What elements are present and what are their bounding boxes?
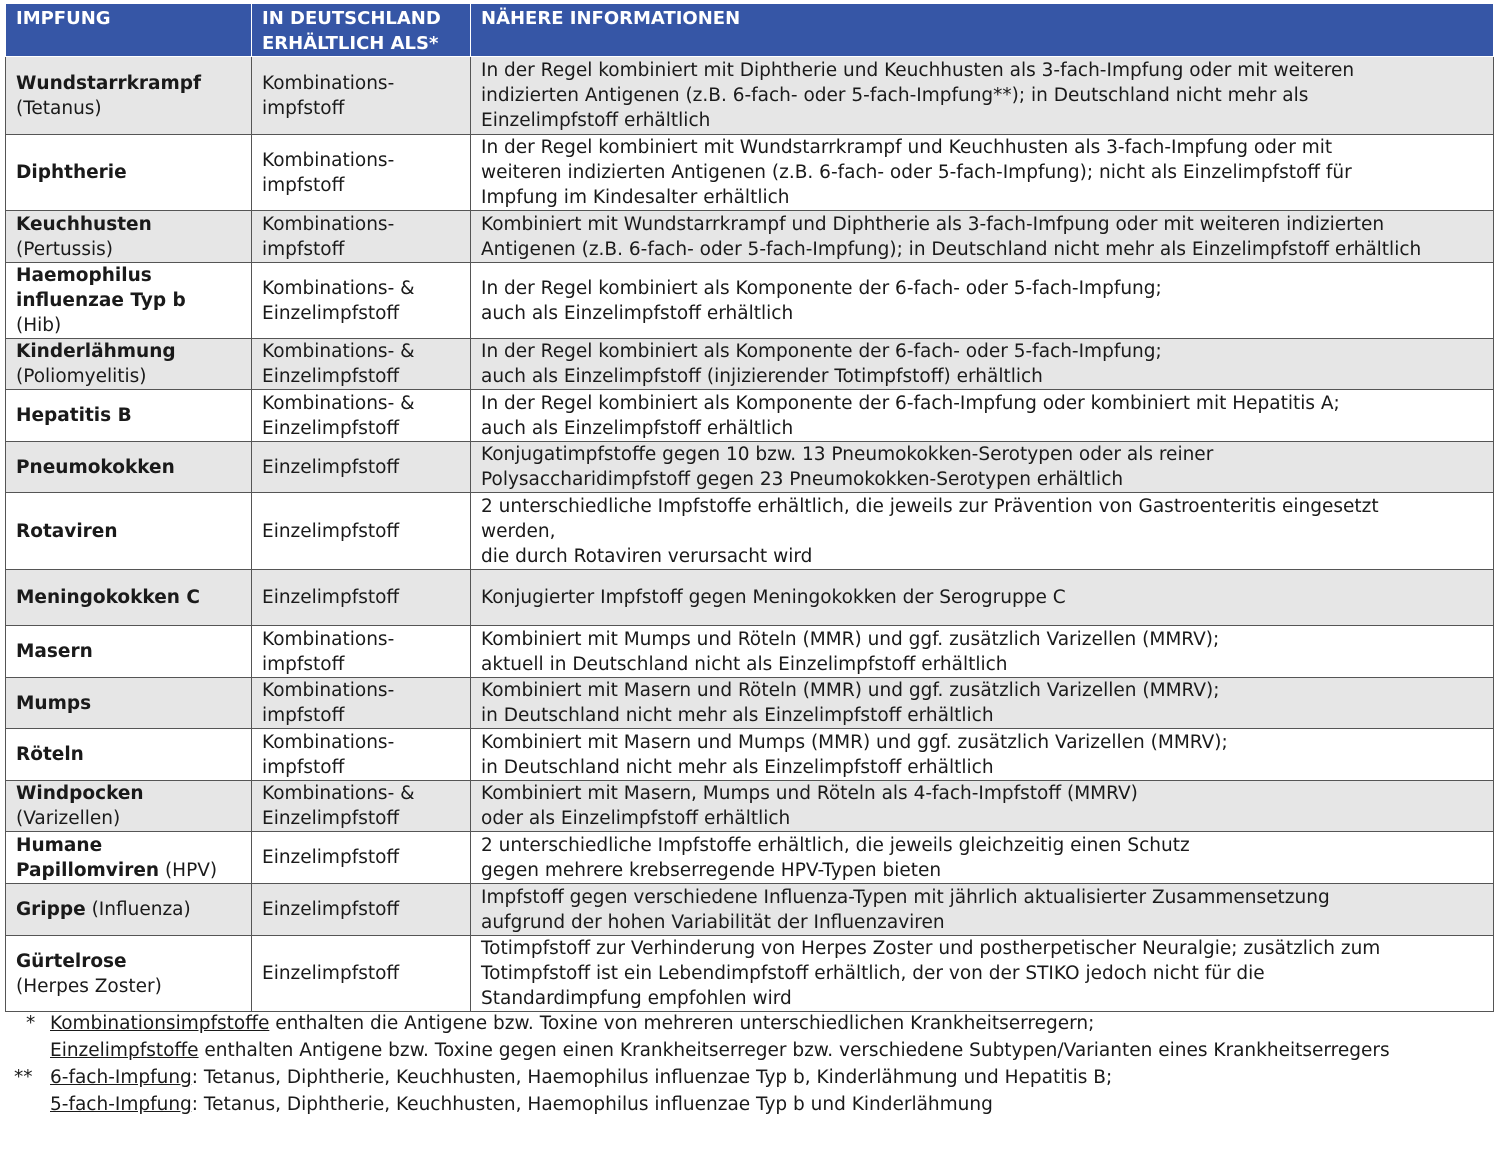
table-row <box>6 135 1494 211</box>
availability-cell <box>252 570 471 626</box>
availability-cell <box>252 135 471 211</box>
vaccine-name: Grippe <box>16 899 86 920</box>
table-header-row <box>6 4 1494 57</box>
table-row <box>6 832 1494 884</box>
availability-text: Kombinations- <box>262 680 395 701</box>
vaccination-table <box>5 3 1494 1012</box>
vaccine-scientific-name: (HPV) <box>164 859 218 881</box>
availability-text: Kombinations- & <box>262 392 415 414</box>
info-cell <box>471 493 1494 570</box>
info-cell <box>471 626 1494 678</box>
availability-text: Kombinations- & <box>262 783 415 804</box>
availability-cell <box>252 390 471 442</box>
availability-cell <box>252 211 471 263</box>
info-text: weiteren indizierten Antigenen (z.B. 6-fach- oder 5-fach-Impfung); nicht als Einzelimpfstoff für <box>481 162 1352 183</box>
availability-text: Einzelimpfstoff <box>262 520 400 542</box>
availability-text: impfstoff <box>262 238 345 260</box>
vaccine-name-cell <box>6 781 252 832</box>
table-row <box>6 570 1494 626</box>
info-text: aktuell in Deutschland nicht als Einzelimpfstoff erhältlich <box>481 653 1008 675</box>
availability-text: Einzelimpfstoff <box>262 963 400 984</box>
availability-text: Kombinations- <box>262 149 395 171</box>
vaccine-scientific-name: (Herpes Zoster) <box>16 975 162 997</box>
availability-text: Kombinations- <box>262 731 395 753</box>
info-text: Konjugatimpfstoffe gegen 10 bzw. 13 Pneumokokken-Serotypen oder als reiner <box>481 444 1214 465</box>
footnote-2b: 5-fach-Impfung: Tetanus, Diphtherie, Keuchhusten, Haemophilus influenzae Typ b und Kinderlähmung <box>50 1094 993 1115</box>
info-text: werden, <box>481 520 556 542</box>
availability-cell <box>252 339 471 390</box>
table-row <box>6 729 1494 781</box>
info-text: indizierten Antigenen (z.B. 6-fach- oder 5-fach-Impfung**); in Deutschland nicht mehr als <box>481 85 1309 106</box>
info-text: gegen mehrere krebserregende HPV-Typen bieten <box>481 859 942 881</box>
info-text: Einzelimpfstoff erhältlich <box>481 110 711 131</box>
footnote-2a: ** 6-fach-Impfung: Tetanus, Diphtherie, Keuchhusten, Haemophilus influenzae Typ b, Kinderlähmung und Hepatitis B; <box>14 1067 1113 1088</box>
info-text: Kombiniert mit Masern und Mumps (MMR) und ggf. zusätzlich Varizellen (MMRV); <box>481 731 1228 753</box>
availability-text: Einzelimpfstoff <box>262 302 400 324</box>
availability-cell <box>252 263 471 339</box>
info-cell <box>471 57 1494 135</box>
vaccine-name: Diphtherie <box>16 162 127 183</box>
info-text: oder als Einzelimpfstoff erhältlich <box>481 808 791 829</box>
vaccine-name-cell <box>6 570 252 626</box>
availability-cell <box>252 442 471 493</box>
footnote-1a: * Kombinationsimpfstoffe enthalten die Antigene bzw. Toxine von mehreren unterschiedlichen Krankheitserregern; <box>26 1013 1095 1034</box>
availability-text: Einzelimpfstoff <box>262 899 400 920</box>
vaccine-scientific-name: (Tetanus) <box>16 97 102 119</box>
info-text: Totimpfstoff zur Verhinderung von Herpes Zoster und postherpetischer Neuralgie; zusätzlich zum <box>481 938 1381 959</box>
info-cell <box>471 781 1494 832</box>
table-row <box>6 211 1494 263</box>
header-erhaeltlich: IN DEUTSCHLAND ERHÄLTLICH ALS* <box>252 4 471 57</box>
table-row <box>6 678 1494 729</box>
availability-text: impfstoff <box>262 174 345 196</box>
vaccine-name: Humane Papillomviren <box>16 834 160 881</box>
info-cell <box>471 678 1494 729</box>
info-text: Kombiniert mit Wundstarrkrampf und Diphtherie als 3-fach-Imfpung oder mit weiteren indizierten <box>481 213 1385 235</box>
vaccine-name-cell <box>6 729 252 781</box>
info-text: Kombiniert mit Mumps und Röteln (MMR) und ggf. zusätzlich Varizellen (MMRV); <box>481 628 1220 650</box>
info-text: Polysaccharidimpfstoff gegen 23 Pneumokokken-Serotypen erhältlich <box>481 469 1124 490</box>
vaccine-name-cell <box>6 135 252 211</box>
vaccine-name: Kinderlähmung <box>16 341 176 362</box>
vaccine-name-cell <box>6 626 252 678</box>
info-cell <box>471 832 1494 884</box>
vaccine-name-cell <box>6 493 252 570</box>
availability-text: Kombinations- & <box>262 341 415 362</box>
availability-text: Kombinations- & <box>262 277 415 299</box>
info-text: In der Regel kombiniert als Komponente der 6-fach-Impfung oder kombiniert mit Hepatitis A; <box>481 392 1340 414</box>
vaccine-name-cell <box>6 339 252 390</box>
info-text: in Deutschland nicht mehr als Einzelimpfstoff erhältlich <box>481 705 994 726</box>
table-row <box>6 339 1494 390</box>
info-text: Antigenen (z.B. 6-fach- oder 5-fach-Impfung); in Deutschland nicht mehr als Einzelimpfstoff erhältlich <box>481 238 1422 260</box>
availability-text: Einzelimpfstoff <box>262 808 400 829</box>
vaccine-scientific-name: (Pertussis) <box>16 238 113 260</box>
info-text: In der Regel kombiniert als Komponente der 6-fach- oder 5-fach-Impfung; <box>481 341 1162 362</box>
vaccine-name-cell <box>6 936 252 1012</box>
availability-cell <box>252 57 471 135</box>
table-row <box>6 57 1494 135</box>
header-impfung: IMPFUNG <box>6 4 252 57</box>
info-text: Impfung im Kindesalter erhältlich <box>481 187 790 208</box>
availability-text: impfstoff <box>262 756 345 778</box>
availability-cell <box>252 936 471 1012</box>
info-cell <box>471 390 1494 442</box>
info-cell <box>471 339 1494 390</box>
info-cell <box>471 884 1494 936</box>
availability-cell <box>252 493 471 570</box>
info-cell <box>471 570 1494 626</box>
availability-cell <box>252 781 471 832</box>
vaccine-name: Röteln <box>16 744 84 765</box>
info-text: aufgrund der hohen Variabilität der Influenzaviren <box>481 911 945 933</box>
vaccine-name: Gürtelrose <box>16 950 127 972</box>
availability-cell <box>252 729 471 781</box>
vaccine-name: Pneumokokken <box>16 456 175 478</box>
vaccine-name-cell <box>6 832 252 884</box>
info-text: Kombiniert mit Masern, Mumps und Röteln als 4-fach-Impfstoff (MMRV) <box>481 783 1138 804</box>
availability-text: Kombinations- <box>262 72 395 94</box>
availability-text: Einzelimpfstoff <box>262 587 400 608</box>
info-text: In der Regel kombiniert als Komponente der 6-fach- oder 5-fach-Impfung; <box>481 277 1162 299</box>
vaccine-name: Rotaviren <box>16 520 118 542</box>
availability-text: Einzelimpfstoff <box>262 456 400 478</box>
vaccine-name: Mumps <box>16 692 92 714</box>
info-text: die durch Rotaviren verursacht wird <box>481 545 813 567</box>
vaccine-name-cell <box>6 263 252 339</box>
vaccine-name-cell <box>6 211 252 263</box>
table-row <box>6 493 1494 570</box>
vaccine-name: Masern <box>16 641 93 662</box>
vaccine-name: Haemophilus influenzae Typ b <box>16 265 186 311</box>
vaccine-name-cell <box>6 884 252 936</box>
info-cell <box>471 263 1494 339</box>
info-cell <box>471 936 1494 1012</box>
vaccine-scientific-name: (Varizellen) <box>16 808 121 829</box>
info-cell <box>471 135 1494 211</box>
info-text: Totimpfstoff ist ein Lebendimpfstoff erhältlich, der von der STIKO jedoch nicht für die <box>481 963 1265 984</box>
info-text: Impfstoff gegen verschiedene Influenza-Typen mit jährlich aktualisierter Zusammensetzung <box>481 886 1330 908</box>
table-row <box>6 390 1494 442</box>
vaccine-name: Hepatitis B <box>16 405 132 426</box>
availability-text: Kombinations- <box>262 213 395 235</box>
table-row <box>6 884 1494 936</box>
table-row <box>6 626 1494 678</box>
table-row <box>6 781 1494 832</box>
availability-cell <box>252 884 471 936</box>
table-row <box>6 936 1494 1012</box>
availability-cell <box>252 678 471 729</box>
info-text: In der Regel kombiniert mit Diphtherie und Keuchhusten als 3-fach-Impfung oder mit weiteren <box>481 60 1355 81</box>
footnote-1b: Einzelimpfstoffe enthalten Antigene bzw. Toxine gegen einen Krankheitserreger bzw. verschiedene Subtypen/Varianten eines Krankheitserregers <box>50 1040 1390 1061</box>
vaccine-scientific-name: (Hib) <box>16 315 62 336</box>
vaccine-name: Windpocken <box>16 783 144 804</box>
availability-text: impfstoff <box>262 653 345 675</box>
availability-text: impfstoff <box>262 97 345 119</box>
availability-text: Kombinations- <box>262 628 395 650</box>
info-cell <box>471 729 1494 781</box>
availability-text: impfstoff <box>262 705 345 726</box>
vaccine-scientific-name: (Influenza) <box>91 899 191 920</box>
availability-text: Einzelimpfstoff <box>262 847 400 868</box>
info-text: in Deutschland nicht mehr als Einzelimpfstoff erhältlich <box>481 756 994 778</box>
info-cell <box>471 211 1494 263</box>
table-row <box>6 442 1494 493</box>
vaccine-scientific-name: (Poliomyelitis) <box>16 366 147 387</box>
info-text: auch als Einzelimpfstoff erhältlich <box>481 417 794 439</box>
info-text: auch als Einzelimpfstoff erhältlich <box>481 302 794 324</box>
info-text: Kombiniert mit Masern und Röteln (MMR) und ggf. zusätzlich Varizellen (MMRV); <box>481 680 1220 701</box>
availability-text: Einzelimpfstoff <box>262 366 400 387</box>
vaccine-name-cell <box>6 678 252 729</box>
info-cell <box>471 442 1494 493</box>
vaccine-name: Meningokokken C <box>16 587 200 608</box>
table-row <box>6 263 1494 339</box>
vaccine-name: Keuchhusten <box>16 213 152 235</box>
vaccine-name: Wundstarrkrampf <box>16 72 202 94</box>
info-text: 2 unterschiedliche Impfstoffe erhältlich, die jeweils zur Prävention von Gastroenteritis eingesetzt <box>481 495 1379 517</box>
vaccine-name-cell <box>6 390 252 442</box>
info-text: Konjugierter Impfstoff gegen Meningokokken der Serogruppe C <box>481 587 1066 608</box>
info-text: 2 unterschiedliche Impfstoffe erhältlich, die jeweils gleichzeitig einen Schutz <box>481 834 1190 856</box>
info-text: auch als Einzelimpfstoff (injizierender Totimpfstoff) erhältlich <box>481 366 1043 387</box>
info-text: In der Regel kombiniert mit Wundstarrkrampf und Keuchhusten als 3-fach-Impfung oder mit <box>481 137 1333 158</box>
availability-cell <box>252 626 471 678</box>
vaccine-name-cell <box>6 57 252 135</box>
footnotes <box>0 1010 1498 1118</box>
availability-text: Einzelimpfstoff <box>262 417 400 439</box>
availability-cell <box>252 832 471 884</box>
header-informationen: NÄHERE INFORMATIONEN <box>471 4 1494 57</box>
info-text: Standardimpfung empfohlen wird <box>481 988 792 1009</box>
vaccine-name-cell <box>6 442 252 493</box>
